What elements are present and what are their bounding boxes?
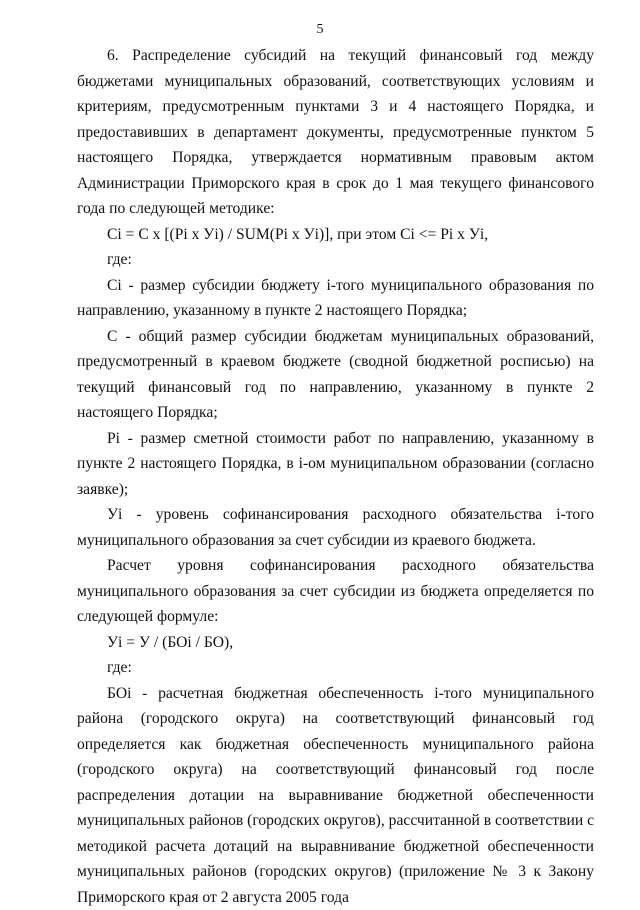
definition-pi: Pi - размер сметной стоимости работ по направлению, указанному в пункте 2 настоящего Порядка, в i-ом муниципальном образовании (согласно заявке); <box>77 426 594 503</box>
definition-boi: БОi - расчетная бюджетная обеспеченность i-того муниципального района (городского округа) на соответствующий финансовый год определяется как бюджетная обеспеченность муниципального района (городского округа) на соответствующий финансовый год после распределения дотации на выравнивание бюджетной обеспеченности муниципальных районов (городских округов), рассчитанной в соответствии с методикой расчета дотаций на выравнивание бюджетной обеспеченности муниципальных районов (городских округов) (приложение № 3 к Закону Приморского края от 2 августа 2005 года <box>77 681 594 910</box>
where-label: где: <box>77 655 594 681</box>
formula-yi: Уi = У / (БОi / БО), <box>77 630 594 656</box>
paragraph-cofinancing-calc: Расчет уровня софинансирования расходного обязательства муниципального образования за счет субсидии из бюджета определяется по следующей формуле: <box>77 553 594 630</box>
formula-ci: Ci = C x [(Pi x Уi) / SUM(Pi x Уi)], при этом Ci <= Pi x Уi, <box>77 222 594 248</box>
body-text <box>77 43 594 910</box>
definition-c: C - общий размер субсидии бюджетам муниципальных образований, предусмотренный в краевом бюджете (сводной бюджетной росписью) на текущий финансовый год по направлению, указанному в пункте 2 настоящего Порядка; <box>77 324 594 426</box>
page-number: 5 <box>0 22 640 38</box>
definition-ci: Ci - размер субсидии бюджету i-того муниципального образования по направлению, указанному в пункте 2 настоящего Порядка; <box>77 273 594 324</box>
definition-yi: Уi - уровень софинансирования расходного обязательства i-того муниципального образования за счет субсидии из краевого бюджета. <box>77 502 594 553</box>
where-label: где: <box>77 247 594 273</box>
paragraph-distribution: 6. Распределение субсидий на текущий финансовый год между бюджетами муниципальных образований, соответствующих условиям и критериям, предусмотренным пунктами 3 и 4 настоящего Порядка, и предоставивших в департамент документы, предусмотренные пунктом 5 настоящего Порядка, утверждается нормативным правовым актом Администрации Приморского края в срок до 1 мая текущего финансового года по следующей методике: <box>77 43 594 222</box>
